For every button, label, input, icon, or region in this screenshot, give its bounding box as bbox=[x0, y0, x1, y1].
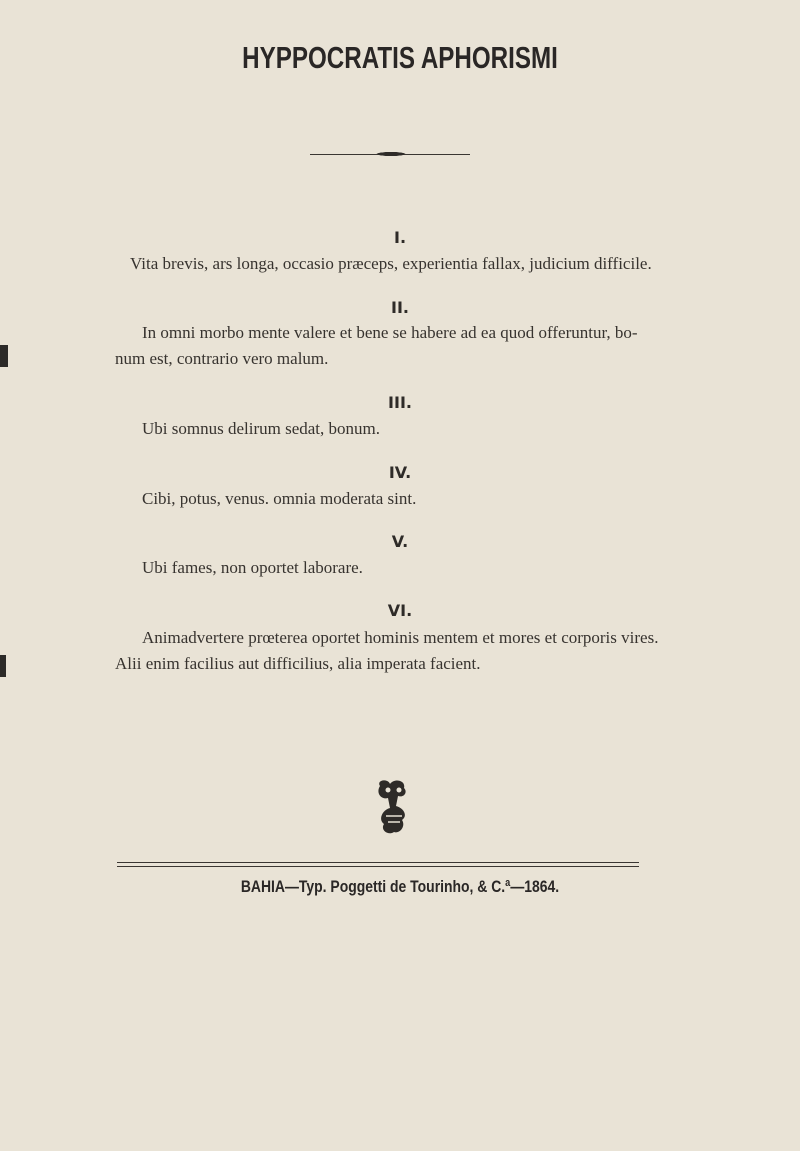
footer-rule bbox=[117, 862, 639, 863]
aphorism-line: num est, contrario vero malum. bbox=[115, 349, 329, 368]
aphorism-line: Ubi somnus delirum sedat, bonum. bbox=[142, 419, 380, 438]
aphorism-line: Vita brevis, ars longa, occasio præceps, experientia fallax, judicium difficile. bbox=[130, 254, 652, 273]
aphorism-text bbox=[115, 486, 715, 512]
aphorism-line: Ubi fames, non oportet laborare. bbox=[142, 558, 363, 577]
imprint: BAHIA—Typ. Poggetti de Tourinho, & C.ª—1864. bbox=[240, 877, 560, 896]
aphorism-text bbox=[130, 251, 730, 277]
printer-emblem-icon bbox=[374, 778, 414, 838]
aphorism-numeral: III. bbox=[388, 393, 412, 412]
aphorism-numeral: IV. bbox=[388, 463, 412, 482]
aphorism-line: Cibi, potus, venus. omnia moderata sint. bbox=[142, 489, 417, 508]
margin-mark bbox=[0, 345, 8, 367]
ornamental-rule bbox=[310, 154, 470, 155]
aphorism-line: Animadvertere prœterea oportet hominis mentem et mores et corporis vires. bbox=[142, 628, 659, 647]
aphorism-text bbox=[115, 320, 715, 372]
footer-rule bbox=[117, 866, 639, 867]
page-title: HYPPOCRATIS APHORISMI bbox=[242, 40, 558, 75]
aphorism-numeral: V. bbox=[391, 532, 409, 551]
aphorism-line: Alii enim facilius aut difficilius, alia imperata facient. bbox=[115, 654, 481, 673]
aphorism-text bbox=[115, 416, 715, 442]
ornament-icon bbox=[370, 151, 412, 157]
margin-mark bbox=[0, 655, 6, 677]
aphorism-text bbox=[115, 555, 715, 581]
aphorism-numeral: VI. bbox=[387, 601, 413, 620]
aphorism-numeral: I. bbox=[393, 228, 407, 247]
aphorism-numeral: II. bbox=[391, 298, 409, 317]
aphorism-line: In omni morbo mente valere et bene se habere ad ea quod offeruntur, bo- bbox=[142, 323, 638, 342]
aphorism-text bbox=[115, 625, 715, 677]
